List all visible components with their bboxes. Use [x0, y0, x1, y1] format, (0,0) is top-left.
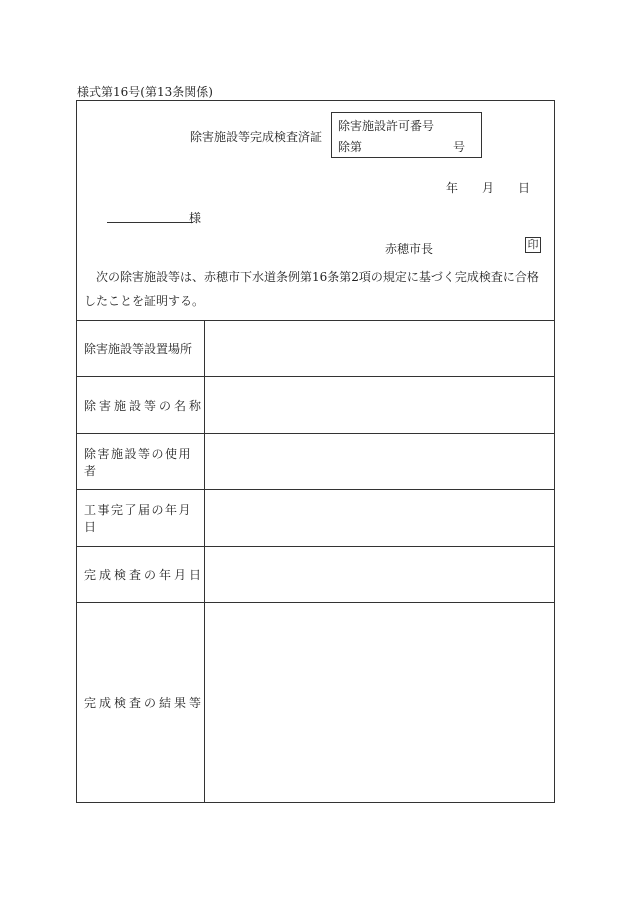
table-row	[77, 376, 554, 433]
row-label-location: 除害施設等設置場所	[77, 321, 205, 376]
row-label-name: 除害施設等の名称	[77, 377, 205, 433]
row-label-inspection-result: 完成検査の結果等	[77, 603, 205, 802]
issuer-name: 赤穂市長	[385, 242, 434, 256]
details-table	[77, 320, 554, 802]
date-month-label: 月	[482, 181, 495, 195]
date-day-label: 日	[518, 181, 531, 195]
certificate-frame	[76, 100, 555, 803]
table-row	[77, 320, 554, 376]
row-value-inspection-date	[205, 547, 554, 602]
table-row	[77, 546, 554, 602]
permit-number-title: 除害施設許可番号	[338, 119, 435, 133]
row-value-completion-notice-date	[205, 490, 554, 546]
permit-number-suffix: 号	[452, 140, 465, 154]
table-row	[77, 433, 554, 489]
row-label-completion-notice-date: 工事完了届の年月日	[77, 490, 205, 546]
table-row	[77, 602, 554, 802]
certification-statement: 次の除害施設等は、赤穂市下水道条例第16条第2項の規定に基づく完成検査に合格したことを証明する。	[84, 270, 539, 308]
permit-number-box	[331, 112, 482, 158]
row-value-location	[205, 321, 554, 376]
row-label-inspection-date: 完成検査の年月日	[77, 547, 205, 602]
document-title: 除害施設等完成検査済証	[190, 130, 323, 144]
addressee-suffix: 様	[189, 211, 202, 225]
row-value-user	[205, 434, 554, 489]
row-value-inspection-result	[205, 603, 554, 802]
addressee-line	[107, 222, 193, 223]
seal-mark: 印	[525, 237, 541, 253]
row-value-name	[205, 377, 554, 433]
row-label-user: 除害施設等の使用者	[77, 434, 205, 489]
form-number: 様式第16号(第13条関係)	[77, 85, 213, 99]
table-row	[77, 489, 554, 546]
date-year-label: 年	[446, 181, 459, 195]
permit-number-prefix: 除第	[338, 140, 363, 154]
